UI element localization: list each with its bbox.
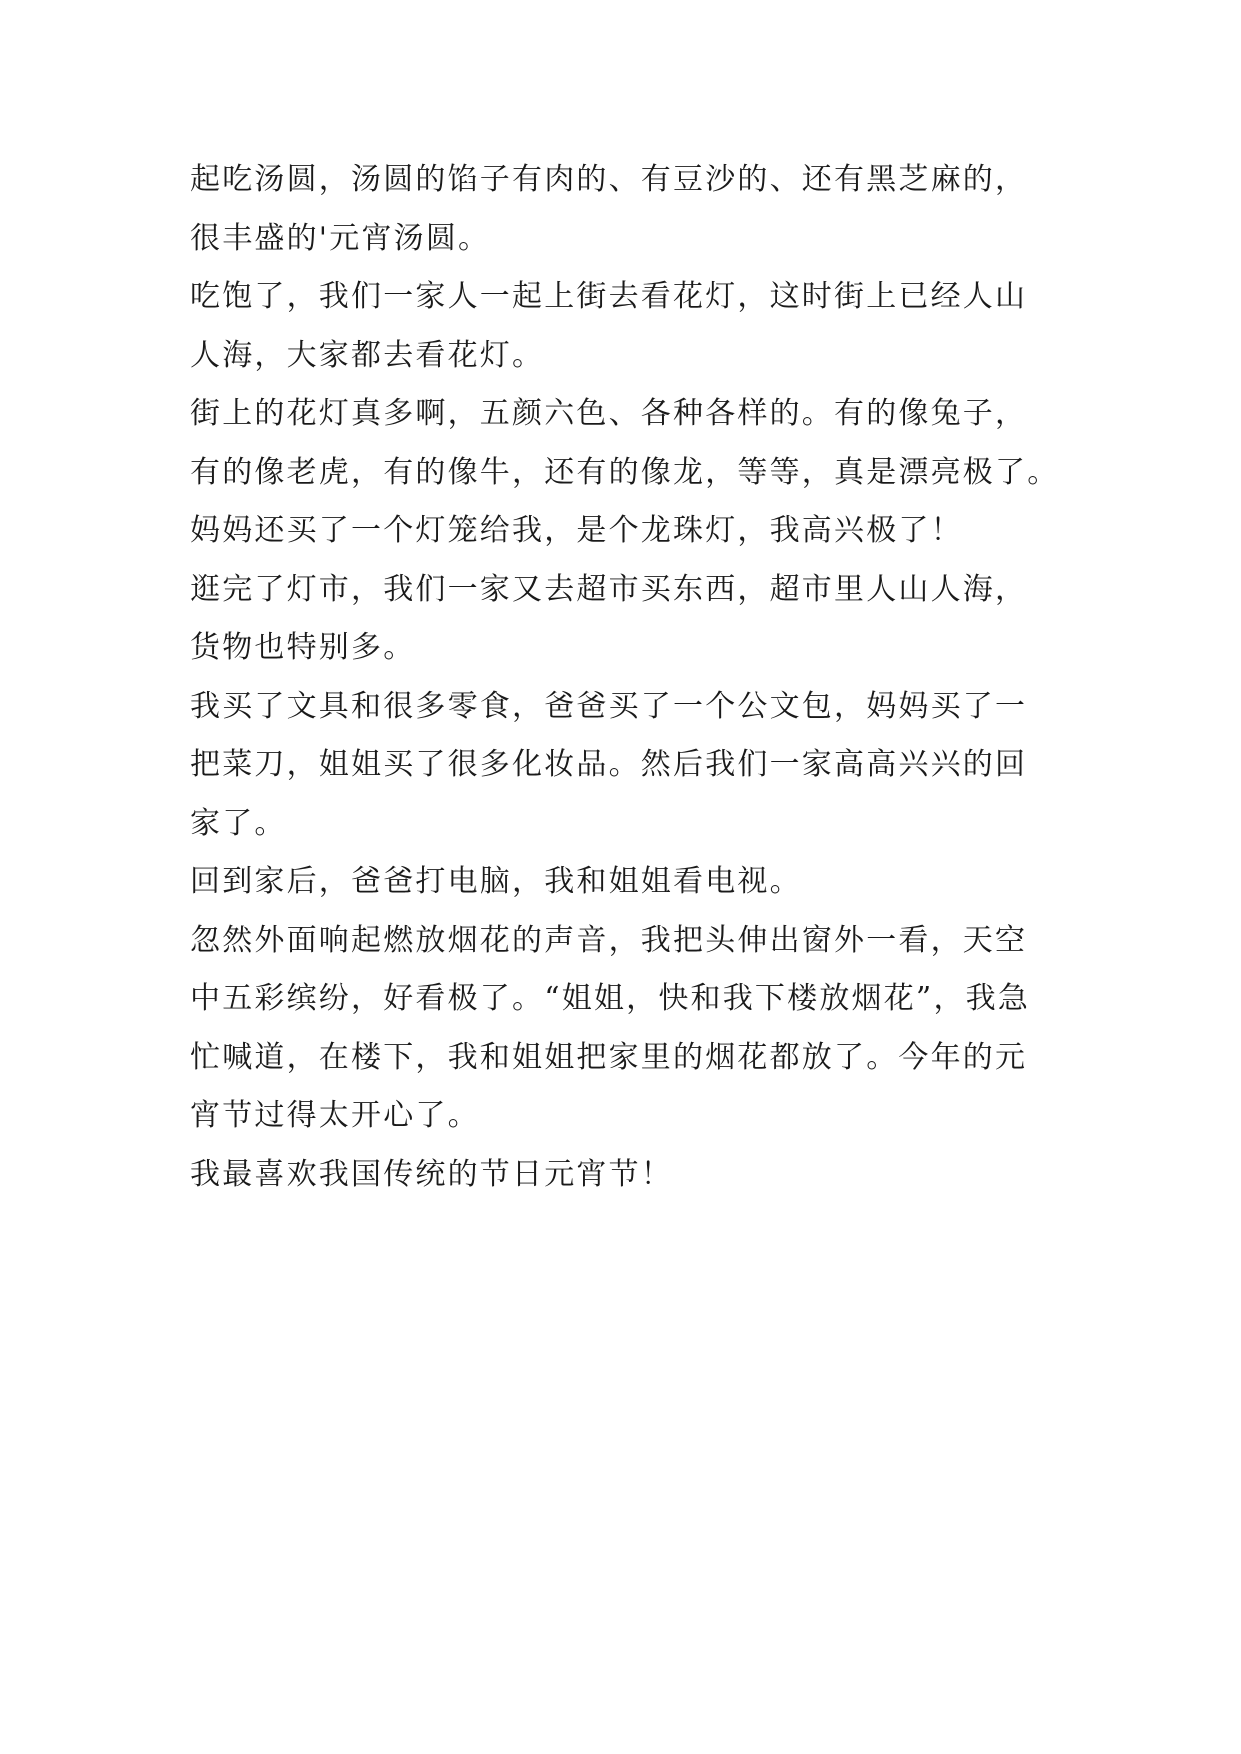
text-line: 我最喜欢我国传统的节日元宵节！ <box>190 1156 673 1192</box>
text-line: 回到家后，爸爸打电脑，我和姐姐看电视。 <box>190 864 802 899</box>
text-line: 把菜刀，姐姐买了很多化妆品。然后我们一家高高兴兴的回 <box>190 747 1028 782</box>
text-line: 很丰盛的'元宵汤圆。 <box>190 220 491 256</box>
text-line: 人海，大家都去看花灯。 <box>190 337 545 373</box>
text-line: 宵节过得太开心了。 <box>190 1098 480 1133</box>
text-line: 有的像老虎，有的像牛，还有的像龙，等等，真是漂亮极了。 <box>190 454 1060 490</box>
text-line: 我买了文具和很多零食，爸爸买了一个公文包，妈妈买了一 <box>190 688 1028 724</box>
text-line: 家了。 <box>190 805 287 841</box>
text-line: 中五彩缤纷，好看极了。“姐姐，快和我下楼放烟花”，我急 <box>190 981 1031 1016</box>
text-line: 妈妈还买了一个灯笼给我，是个龙珠灯，我高兴极了！ <box>190 513 963 548</box>
text-line: 忽然外面响起燃放烟花的声音，我把头伸出窗外一看，天空 <box>190 922 1028 958</box>
text-line: 货物也特别多。 <box>190 630 416 665</box>
text-line: 忙喊道，在楼下，我和姐姐把家里的烟花都放了。今年的元 <box>190 1039 1028 1075</box>
document-body <box>190 162 1065 1215</box>
text-line: 起吃汤圆，汤圆的馅子有肉的、有豆沙的、还有黑芝麻的， <box>190 162 1028 197</box>
text-line: 吃饱了，我们一家人一起上街去看花灯，这时街上已经人山 <box>190 279 1028 314</box>
text-line: 逛完了灯市，我们一家又去超市买东西，超市里人山人海， <box>190 571 1028 607</box>
text-line: 街上的花灯真多啊，五颜六色、各种各样的。有的像兔子， <box>190 396 1028 431</box>
